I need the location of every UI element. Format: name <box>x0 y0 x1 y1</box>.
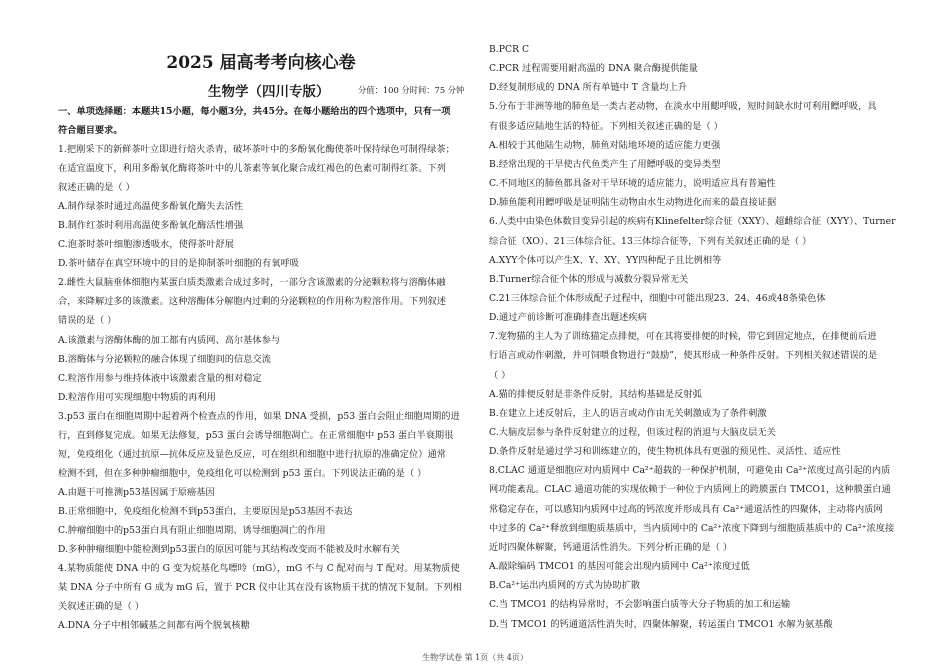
text-line: A.猫的排便反射是非条件反射，其结构基础是反射弧 <box>489 388 702 400</box>
text-line: 2.雌性大鼠脑垂体细胞内某蛋白质类激素合成过多时，一部分含该激素的分泌颗粒将与溶酶体融 <box>58 277 446 289</box>
text-line: C.PCR 过程需要用耐高温的 DNA 聚合酶提供能量 <box>489 63 698 75</box>
text-line: 检测不到，但在多种肿瘤细胞中，免疫组化可以检测到 p53 蛋白。下列说法正确的是（ ） <box>58 467 427 479</box>
text-line: 某 DNA 分子中所有 G 成为 mG 后，置于 PCR 仪中让其在没有该物质干扰的情况下复制。下列相 <box>58 582 462 594</box>
section-heading-line-2: 符合题目要求。 <box>58 125 123 136</box>
text-line: D.肺鱼能利用鳔呼吸是证明陆生动物由水生动物进化而来的最直接证据 <box>489 197 777 209</box>
text-line: 近时四聚体解聚，钙通道活性消失。下列分析正确的是（ ） <box>489 541 733 553</box>
section-heading-line-1: 一、单项选择题：本题共15小题，每小题3分，共45分。在每小题给出的四个选项中，只有一项 <box>58 106 451 117</box>
text-line: D.茶叶储存在真空环境中的目的是抑制茶叶细胞的有氧呼吸 <box>58 258 299 270</box>
text-line: B.经常出现的干旱使古代鱼类产生了用鳔呼吸的变异类型 <box>489 158 721 170</box>
text-line: B.Ca²⁺运出内质网的方式为协助扩散 <box>489 580 641 592</box>
text-line: D.多种肿瘤细胞中能检测到p53蛋白的原因可能与其结构改变而不能被及时水解有关 <box>58 544 400 556</box>
text-line: 4.某物质能使 DNA 中的 G 变为烷基化鸟嘌呤（mG），mG 不与 C 配对而与 T 配对。用某物质使 <box>58 563 460 575</box>
text-line: 有很多适应陆地生活的特征。下列相关叙述正确的是（ ） <box>489 120 723 132</box>
text-line: D.通过产前诊断可准确排查出题述疾病 <box>489 312 647 324</box>
text-line: 错误的是（ ） <box>58 315 117 327</box>
text-line: 6.人类中由染色体数目变异引起的疾病有Klinefelter综合征（XXY）、超雌综合征（XYY）、Turner <box>489 216 896 228</box>
text-line: 在适宜温度下，利用多酚氧化酶将茶叶中的儿茶素等氧化聚合成红褐色的色素可制得红茶。下列 <box>58 163 446 175</box>
text-line: A.DNA 分子中相邻碱基之间都有两个脱氧核糖 <box>58 620 250 632</box>
text-line: A.由题干可推测p53基因属于原癌基因 <box>58 486 215 498</box>
text-line: B.在建立上述反射后，主人的语言或动作由无关刺激成为了条件刺激 <box>489 407 767 419</box>
text-line: C.大脑皮层参与条件反射建立的过程，但该过程的消退与大脑皮层无关 <box>489 427 776 438</box>
text-line: B.Turner综合征个体的形成与减数分裂异常无关 <box>489 273 689 285</box>
text-line: D.条件反射是通过学习和训练建立的，使生物机体具有更强的预见性、灵活性、适应性 <box>489 446 841 458</box>
text-line: D.粒溶作用可实现细胞中物质的再利用 <box>58 391 216 403</box>
text-line: B.正常细胞中，免疫组化检测不到p53蛋白，主要原因是p53基因不表达 <box>58 505 353 517</box>
text-line: 3.p53 蛋白在细胞周期中起着两个检查点的作用，如果 DNA 受损，p53 蛋白会阻止细胞周期的进 <box>58 410 460 422</box>
page-footer: 生物学试卷 第 1页（共 4页） <box>422 653 528 662</box>
text-line: C.21三体综合征个体形成配子过程中，细胞中可能出现23、24、46或48条染色体 <box>489 292 826 304</box>
score-info: 分值：100 分时间：75 分钟 <box>358 85 465 95</box>
text-line: 关叙述正确的是（ ） <box>58 601 145 613</box>
text-line: 8.CLAC 通道是细胞应对内质网中 Ca²⁺超载的一种保护机制，可避免由 Ca²⁺浓度过高引起的内质 <box>489 465 891 477</box>
text-line: C.当 TMCO1 的结构异常时，不会影响蛋白质等大分子物质的加工和运输 <box>489 599 791 611</box>
text-line: 5.分布于非洲等地的肺鱼是一类古老动物，在淡水中用鳃呼吸，短时间缺水时可利用鳔呼吸，具 <box>489 101 877 113</box>
text-line: D.当 TMCO1 的钙通道活性消失时，四聚体解聚，转运蛋白 TMCO1 水解为氨基酸 <box>489 618 833 630</box>
text-line: C.泡茶时茶叶细胞渗透吸水，使得茶叶舒展 <box>58 239 234 251</box>
text-line: C.肿瘤细胞中的p53蛋白具有阻止细胞周期、诱导细胞凋亡的作用 <box>58 525 326 536</box>
text-line: 1.把刚采下的新鲜茶叶立即进行焙火杀青，破坏茶叶中的多酚氧化酶使茶叶保持绿色可制得绿茶； <box>58 144 455 155</box>
text-line: 中过多的 Ca²⁺释放到细胞质基质中，当内质网中的 Ca²⁺浓度下降到与细胞质基质中的 Ca²⁺浓度接 <box>489 522 895 534</box>
text-line: B.制作红茶时利用高温使多酚氧化酶活性增强 <box>58 220 244 232</box>
text-line: 短，免疫组化（通过抗原—抗体反应及显色反应，可在组织和细胞中进行抗原的准确定位）通常 <box>58 448 446 460</box>
text-line: （ ） <box>489 369 511 381</box>
text-line: 叙述正确的是（ ） <box>58 182 135 194</box>
text-line: B.PCR C <box>489 44 530 55</box>
text-line: 网功能紊乱。CLAC 通道功能的实现依赖于一种位于内质网上的跨膜蛋白 TMCO1，这种膜蛋白通 <box>489 484 891 496</box>
text-line: 常稳定存在，可以感知内质网中过高的钙浓度并形成具有 Ca²⁺通道活性的四聚体，主动将内质网 <box>489 503 883 515</box>
text-line: A.相较于其他陆生动物，肺鱼对陆地环境的适应能力更强 <box>489 139 721 151</box>
text-line: 行语言或动作刺激，并可饲喂食物进行“鼓励”，使其形成一种条件反射。下列相关叙述错误的是 <box>489 350 878 362</box>
text-line: 7.宠物猫的主人为了训练猫定点排便，可在其将要排便的时候，带它到固定地点，在排便前后进 <box>489 331 877 343</box>
subject-title: 生物学（四川专版） <box>208 84 330 100</box>
text-line: A.制作绿茶时通过高温使多酚氧化酶失去活性 <box>58 201 244 213</box>
text-line: 行，直到修复完成。如果无法修复，p53 蛋白会诱导细胞凋亡。在正常细胞中 p53 蛋白半衰期很 <box>58 429 454 441</box>
text-line: 综合征（XO）、21三体综合征、13三体综合征等，下列有关叙述正确的是（ ） <box>489 235 812 247</box>
text-line: A.XYY个体可以产生X、Y、XY、YY四种配子且比例相等 <box>489 254 722 266</box>
text-line: 合，来降解过多的该激素。这种溶酶体分解胞内过剩的分泌颗粒的作用称为粒溶作用。下列叙述 <box>58 296 446 308</box>
text-line: A.该激素与溶酶体酶的加工都有内质网、高尔基体参与 <box>58 334 281 346</box>
text-line: A.敲除编码 TMCO1 的基因可能会出现内质网中 Ca²⁺浓度过低 <box>489 561 750 573</box>
exam-title: 2025 届高考考向核心卷 <box>166 53 356 73</box>
text-line: B.溶酶体与分泌颗粒的融合体现了细胞间的信息交流 <box>58 353 271 365</box>
text-line: C.粒溶作用参与维持体液中该激素含量的相对稳定 <box>58 372 262 384</box>
text-line: C.不同地区的肺鱼都具备对干旱环境的适应能力，说明适应具有普遍性 <box>489 178 776 190</box>
text-line: D.经复制形成的 DNA 所有单链中 T 含量均上升 <box>489 82 688 94</box>
